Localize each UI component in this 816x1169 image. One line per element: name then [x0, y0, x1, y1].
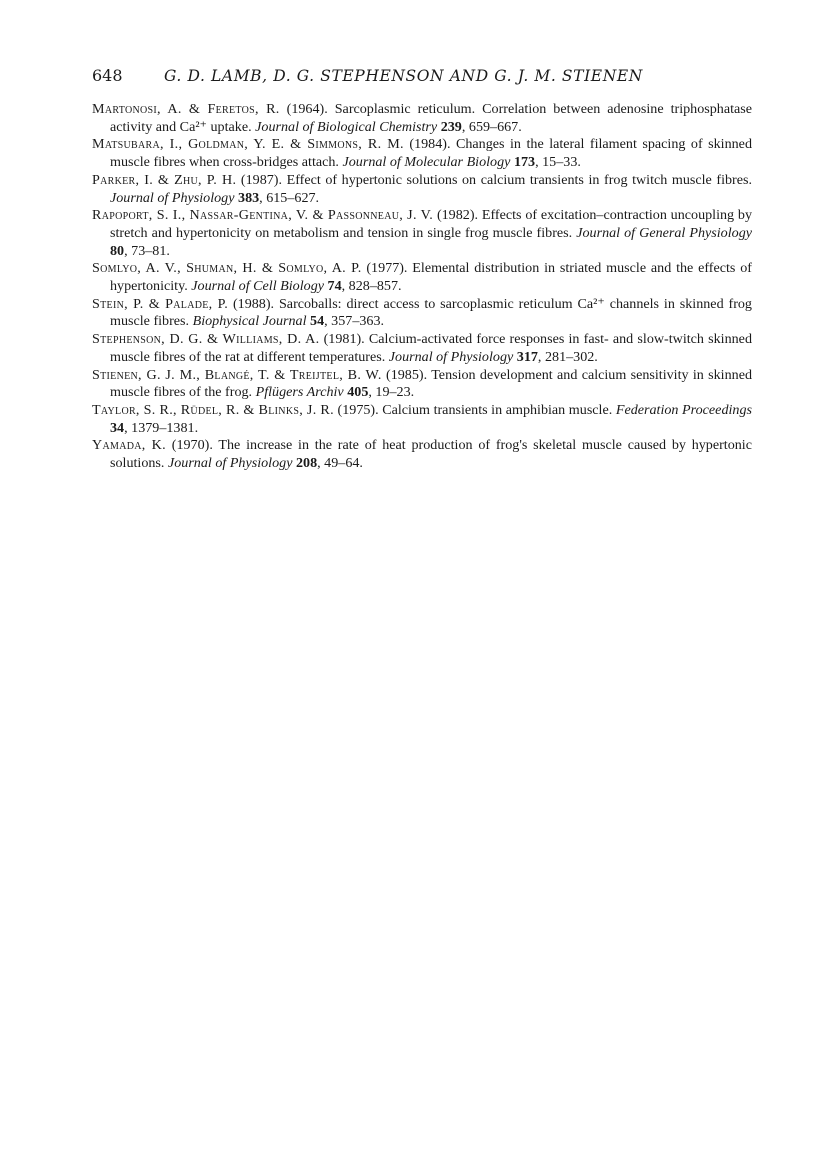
reference-title: Tension development and calcium sensitivity in skinned muscle fibres of the frog. [110, 366, 752, 401]
running-title: G. D. LAMB, D. G. STEPHENSON AND G. J. M. STIENEN [164, 67, 643, 85]
reference-title: Sarcoballs: direct access to sarcoplasmic reticulum Ca²⁺ channels in skinned frog muscle fibres. [110, 295, 752, 330]
running-head [92, 66, 752, 92]
reference-item [92, 331, 752, 366]
reference-journal: Journal of Physiology [110, 189, 235, 206]
reference-pages: , 357–363. [324, 313, 385, 330]
reference-title: Calcium-activated force responses in fast- and slow-twitch skinned muscle fibres of the rat at different temperatures. [110, 331, 752, 365]
reference-item [92, 437, 752, 472]
reference-authors: Stienen, G. J. M., Blangé, T. & Treijtel, B. W. [92, 366, 382, 383]
reference-volume: 74 [327, 278, 342, 295]
reference-list [92, 101, 752, 473]
reference-item [92, 207, 752, 260]
reference-pages: , 659–667. [461, 118, 522, 135]
reference-pages: , 73–81. [124, 242, 170, 259]
reference-authors: Taylor, S. R., Rüdel, R. & Blinks, J. R. [92, 401, 334, 418]
reference-title: Effects of excitation–contraction uncoupling by stretch and hypertonicity on metabolism and tension in single frog muscle fibres. [110, 207, 752, 241]
reference-year: (1987). [240, 171, 283, 188]
reference-pages: , 15–33. [535, 154, 581, 171]
reference-journal: Journal of Cell Biology [191, 278, 324, 295]
reference-authors: Matsubara, I., Goldman, Y. E. & Simmons, R. M. [92, 136, 404, 153]
reference-volume: 54 [310, 313, 325, 330]
reference-pages: , 19–23. [368, 384, 415, 401]
reference-item [92, 101, 752, 136]
reference-pages: , 1379–1381. [124, 419, 199, 436]
reference-item [92, 136, 752, 171]
reference-journal: Journal of General Physiology [576, 224, 752, 241]
reference-title: Effect of hypertonic solutions on calcium transients in frog twitch muscle fibres. [286, 171, 752, 188]
reference-pages: , 828–857. [341, 278, 402, 295]
reference-volume: 405 [347, 384, 369, 401]
reference-volume: 239 [440, 118, 462, 135]
reference-item [92, 172, 752, 207]
reference-title: Changes in the lateral filament spacing of skinned muscle fibres when cross-bridges attach. [110, 136, 752, 171]
reference-pages: , 49–64. [317, 455, 363, 472]
reference-journal: Journal of Physiology [388, 348, 514, 365]
reference-title: Elemental distribution in striated muscle and the effects of hypertonicity. [110, 260, 752, 295]
reference-journal: Pflügers Archiv [255, 384, 344, 401]
reference-journal: Biophysical Journal [192, 313, 307, 330]
reference-journal: Journal of Molecular Biology [342, 154, 511, 171]
reference-pages: , 615–627. [259, 189, 320, 206]
reference-volume: 317 [516, 348, 538, 365]
reference-item [92, 402, 752, 437]
reference-volume: 208 [295, 455, 318, 472]
reference-year: (1988). [232, 295, 275, 312]
reference-title: Sarcoplasmic reticulum. Correlation between adenosine triphosphatase activity and Ca²⁺ uptake. [110, 101, 752, 135]
reference-year: (1985). [386, 366, 428, 383]
reference-authors: Stein, P. & Palade, P. [92, 295, 229, 312]
reference-title: Calcium transients in amphibian muscle. [382, 401, 613, 418]
reference-authors: Martonosi, A. & Feretos, R. [92, 101, 280, 117]
reference-journal: Federation Proceedings [615, 401, 752, 418]
reference-volume: 34 [110, 419, 125, 436]
reference-year: (1964). [286, 101, 328, 117]
reference-volume: 80 [110, 242, 125, 259]
reference-authors: Rapoport, S. I., Nassar-Gentina, V. & Passonneau, J. V. [92, 207, 434, 224]
reference-year: (1981). [323, 331, 365, 348]
reference-journal: Journal of Biological Chemistry [255, 118, 438, 135]
reference-pages: , 281–302. [537, 348, 598, 365]
reference-journal: Journal of Physiology [167, 455, 293, 472]
reference-volume: 383 [238, 189, 260, 206]
reference-volume: 173 [513, 154, 536, 171]
reference-authors: Stephenson, D. G. & Williams, D. A. [92, 331, 320, 348]
reference-item [92, 367, 752, 402]
reference-authors: Somlyo, A. V., Shuman, H. & Somlyo, A. P. [92, 260, 362, 277]
reference-year: (1984). [409, 136, 451, 153]
reference-authors: Parker, I. & Zhu, P. H. [92, 171, 237, 188]
reference-year: (1975). [337, 401, 379, 418]
reference-item [92, 296, 752, 331]
reference-year: (1977). [366, 260, 408, 277]
reference-item [92, 260, 752, 295]
reference-title: The increase in the rate of heat production of frog's skeletal muscle caused by hypertonic solutions. [110, 437, 752, 472]
page-number: 648 [92, 66, 123, 85]
reference-year: (1982). [436, 207, 479, 224]
reference-authors: Yamada, K. [92, 437, 166, 454]
reference-year: (1970). [171, 437, 213, 454]
